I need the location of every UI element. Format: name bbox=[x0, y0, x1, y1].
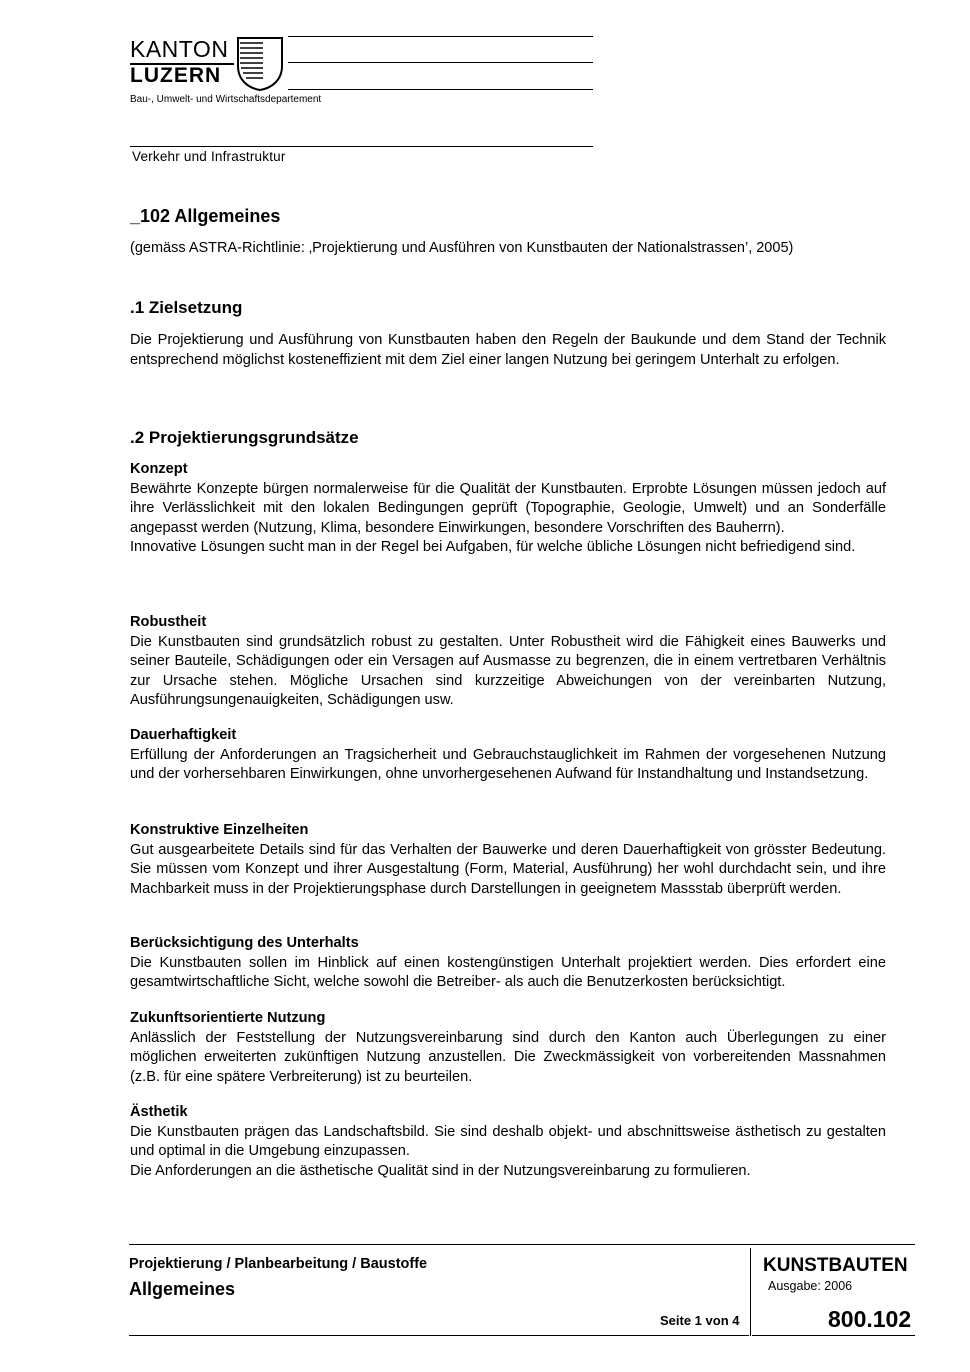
subsection-konzept bbox=[130, 460, 886, 558]
footer-divider bbox=[750, 1248, 751, 1336]
subsection-dauerhaftigkeit bbox=[130, 726, 886, 785]
subsection-unterhalt bbox=[130, 934, 886, 993]
logo-kanton-text: KANTON bbox=[130, 36, 229, 62]
paragraph: Die Anforderungen an die ästhetische Qualität sind in der Nutzungsvereinbarung zu formulieren. bbox=[130, 1162, 751, 1179]
crest-icon bbox=[236, 36, 284, 92]
paragraph: Die Kunstbauten sollen im Hinblick auf einen kostengünstigen Unterhalt projektiert werden. Dies erfordert eine gesamtwirtschaftliche Sicht, welche sowohl die Betreiber- als auch die Benutzerkosten berücksichtigt. bbox=[130, 954, 886, 991]
letterhead-rule bbox=[288, 89, 593, 90]
paragraph: Innovative Lösungen sucht man in der Regel bei Aufgaben, für welche übliche Lösungen nicht befriedigend sind. bbox=[130, 539, 856, 556]
section-heading-projektierungsgrundsaetze: .2 Projektierungsgrundsätze bbox=[130, 428, 359, 447]
footer-top-rule bbox=[129, 1244, 915, 1245]
section-text-zielsetzung bbox=[130, 331, 886, 370]
footer-bottom-rule bbox=[129, 1335, 749, 1336]
paragraph: Anlässlich der Feststellung der Nutzungsvereinbarung sind durch den Kanton auch Überlegungen zu einer möglichen erweiterten zukünftigen Nutzung anzustellen. Die Zweckmässigkeit von vorbereitenden Massnahmen (z.B. für eine spätere Verbreiterung) ist zu beurteilen. bbox=[130, 1029, 886, 1085]
subsection-robustheit bbox=[130, 613, 886, 711]
letterhead-rule bbox=[130, 146, 593, 147]
paragraph: Gut ausgearbeitete Details sind für das Verhalten der Bauwerke und deren Dauerhaftigkeit von grösster Bedeutung. Sie müssen vom Konzept und ihrer Ausgestaltung (Form, Material, Ausführung) her wohl durchdacht sein, und ihre Machbarkeit muss in der Projektierungsphase durch Darstellungen in geeignetem Massstab überprüft werden. bbox=[130, 841, 886, 897]
subsection-heading: Berücksichtigung des Unterhalts bbox=[130, 935, 359, 951]
letterhead-rule bbox=[288, 36, 593, 37]
letterhead-rule bbox=[288, 62, 593, 63]
logo-luzern-text: LUZERN bbox=[130, 64, 222, 87]
footer-category: Projektierung / Planbearbeitung / Baustoffe bbox=[129, 1256, 428, 1272]
footer-edition: Ausgabe: 2006 bbox=[768, 1279, 853, 1293]
paragraph: Die Kunstbauten sind grundsätzlich robust zu gestalten. Unter Robustheit wird die Fähigkeit eines Bauwerks und seiner Bauteile, Schädigungen oder ein Versagen auf Ausmasse zu begrenzen, die in einem vertretbaren Verhältnis zur Ursache stehen. Mögliche Ursachen sind kurzzeitige Abweichungen von der vereinbarten Nutzung, Ausführungsungenauigkeiten, Schädigungen usw. bbox=[130, 633, 886, 709]
paragraph: Bewährte Konzepte bürgen normalerweise für die Qualität der Kunstbauten. Erprobte Lösungen müssen jedoch auf ihre Verlässlichkeit mit den lokalen Bedingungen geprüft (Topographie, Geologie, Umwelt) und an Sonderfälle angepasst werden (Nutzung, Klima, besondere Einwirkungen, besondere Vorschriften des Bauherrn). bbox=[130, 480, 886, 536]
subsection-heading: Konzept bbox=[130, 461, 188, 477]
page-number: Seite 1 von 4 bbox=[660, 1313, 740, 1328]
footer-series: KUNSTBAUTEN bbox=[763, 1255, 908, 1276]
section-heading-zielsetzung: .1 Zielsetzung bbox=[130, 298, 243, 317]
paragraph: Die Kunstbauten prägen das Landschaftsbild. Sie sind deshalb objekt- und abschnittsweise ästhetisch zu gestalten und optimal in die Umgebung einzupassen. bbox=[130, 1123, 886, 1160]
subsection-heading: Dauerhaftigkeit bbox=[130, 727, 237, 743]
department-name: Bau-, Umwelt- und Wirtschaftsdepartement bbox=[130, 94, 322, 105]
office-name: Verkehr und Infrastruktur bbox=[132, 149, 286, 164]
paragraph: Die Projektierung und Ausführung von Kunstbauten haben den Regeln der Baukunde und dem Stand der Technik entsprechend möglichst kosteneffizient mit dem Ziel einer langen Nutzung bei geringem Unterhalt zu erfolgen. bbox=[130, 332, 886, 368]
document-subtitle: (gemäss ASTRA-Richtlinie: ‚Projektierung und Ausführen von Kunstbauten der Nationalstrassen’, 2005) bbox=[130, 240, 794, 256]
subsection-konstruktive-einzelheiten bbox=[130, 821, 886, 899]
subsection-zukunft bbox=[130, 1009, 886, 1087]
subsection-heading: Robustheit bbox=[130, 614, 207, 630]
subsection-heading: Zukunftsorientierte Nutzung bbox=[130, 1010, 326, 1026]
document-title: _102 Allgemeines bbox=[130, 206, 281, 226]
footer-topic: Allgemeines bbox=[129, 1279, 236, 1299]
paragraph: Erfüllung der Anforderungen an Tragsicherheit und Gebrauchstauglichkeit im Rahmen der vorgesehenen Nutzung und der vorhersehbaren Einwirkungen, ohne unvorhergesehenen Aufwand für Instandhaltung und Instandsetzung. bbox=[130, 746, 886, 783]
subsection-heading: Ästhetik bbox=[130, 1104, 188, 1120]
document-number: 800.102 bbox=[828, 1306, 912, 1332]
subsection-heading: Konstruktive Einzelheiten bbox=[130, 822, 309, 838]
subsection-aesthetik bbox=[130, 1103, 886, 1181]
footer-number-rule bbox=[752, 1335, 915, 1336]
